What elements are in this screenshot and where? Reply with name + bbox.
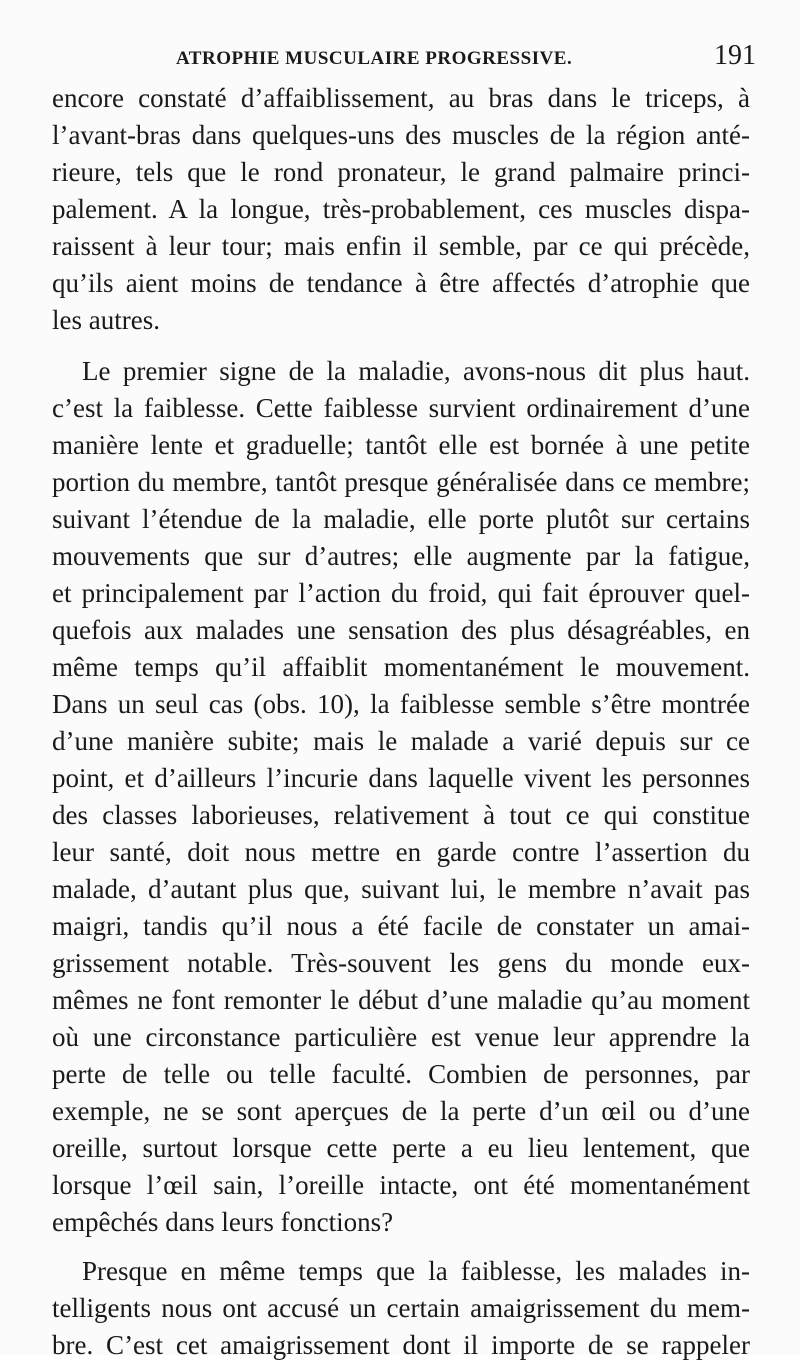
text-line: rieure, tels que le rond pronateur, le grand palmaire princi-: [52, 157, 750, 187]
text-line: oreille, surtout lorsque cette perte a eu lieu lentement, que: [52, 1133, 750, 1163]
text-line: mouvements que sur d’autres; elle augmente par la fatigue,: [52, 541, 750, 571]
text-line: et principalement par l’action du froid, qui fait éprouver quel-: [52, 578, 750, 608]
body-text: [52, 80, 750, 1364]
text-line: maigri, tandis qu’il nous a été facile de constater un amai-: [52, 911, 750, 941]
text-line: grissement notable. Très-souvent les gens du monde eux-: [52, 948, 750, 978]
text-line: raissent à leur tour; mais enfin il semble, par ce qui précède,: [52, 231, 750, 261]
text-line: telligents nous ont accusé un certain amaigrissement du mem-: [52, 1293, 750, 1323]
text-line: encore constaté d’affaiblissement, au bras dans le triceps, à: [52, 83, 750, 113]
text-line: c’est la faiblesse. Cette faiblesse survient ordinairement d’une: [52, 393, 750, 423]
text-line: bre. C’est cet amaigrissement dont il importe de se rappeler: [52, 1330, 750, 1360]
text-line: exemple, ne se sont aperçues de la perte d’un œil ou d’une: [52, 1096, 750, 1126]
text-line: perte de telle ou telle faculté. Combien de personnes, par: [52, 1059, 750, 1089]
paragraph-2: [52, 353, 750, 1241]
text-line: malade, d’autant plus que, suivant lui, le membre n’avait pas: [52, 874, 750, 904]
text-line: Presque en même temps que la faiblesse, les malades in-: [82, 1256, 750, 1286]
text-line: d’une manière subite; mais le malade a varié depuis sur ce: [52, 726, 750, 756]
text-line: lorsque l’œil sain, l’oreille intacte, ont été momentanément: [52, 1170, 750, 1200]
paragraph-1: [52, 80, 750, 339]
text-line: où une circonstance particulière est venue leur apprendre la: [52, 1022, 750, 1052]
text-line: qu’ils aient moins de tendance à être affectés d’atrophie que: [52, 268, 750, 298]
text-line: portion du membre, tantôt presque généralisée dans ce membre;: [52, 467, 750, 497]
text-line: même temps qu’il affaiblit momentanément le mouvement.: [52, 652, 750, 682]
text-line: l’avant-bras dans quelques-uns des muscles de la région anté-: [52, 120, 750, 150]
page-number: 191: [714, 40, 756, 71]
text-line: quefois aux malades une sensation des plus désagréables, en: [52, 615, 750, 645]
page-header: [176, 40, 756, 76]
text-line: Le premier signe de la maladie, avons-nous dit plus haut.: [82, 356, 750, 386]
text-line: manière lente et graduelle; tantôt elle est bornée à une petite: [52, 430, 750, 460]
running-title: ATROPHIE MUSCULAIRE PROGRESSIVE.: [176, 48, 573, 69]
text-line: les autres.: [52, 305, 160, 335]
text-line: point, et d’ailleurs l’incurie dans laquelle vivent les personnes: [52, 763, 750, 793]
text-line: palement. A la longue, très-probablement, ces muscles dispa-: [52, 194, 750, 224]
text-line: empêchés dans leurs fonctions?: [52, 1207, 394, 1237]
text-line: suivant l’étendue de la maladie, elle porte plutôt sur certains: [52, 504, 750, 534]
text-line: mêmes ne font remonter le début d’une maladie qu’au moment: [52, 985, 750, 1015]
text-line: des classes laborieuses, relativement à tout ce qui constitue: [52, 800, 750, 830]
text-line: leur santé, doit nous mettre en garde contre l’assertion du: [52, 837, 750, 867]
paragraph-3: [52, 1253, 750, 1364]
text-line: Dans un seul cas (obs. 10), la faiblesse semble s’être montrée: [52, 689, 750, 719]
